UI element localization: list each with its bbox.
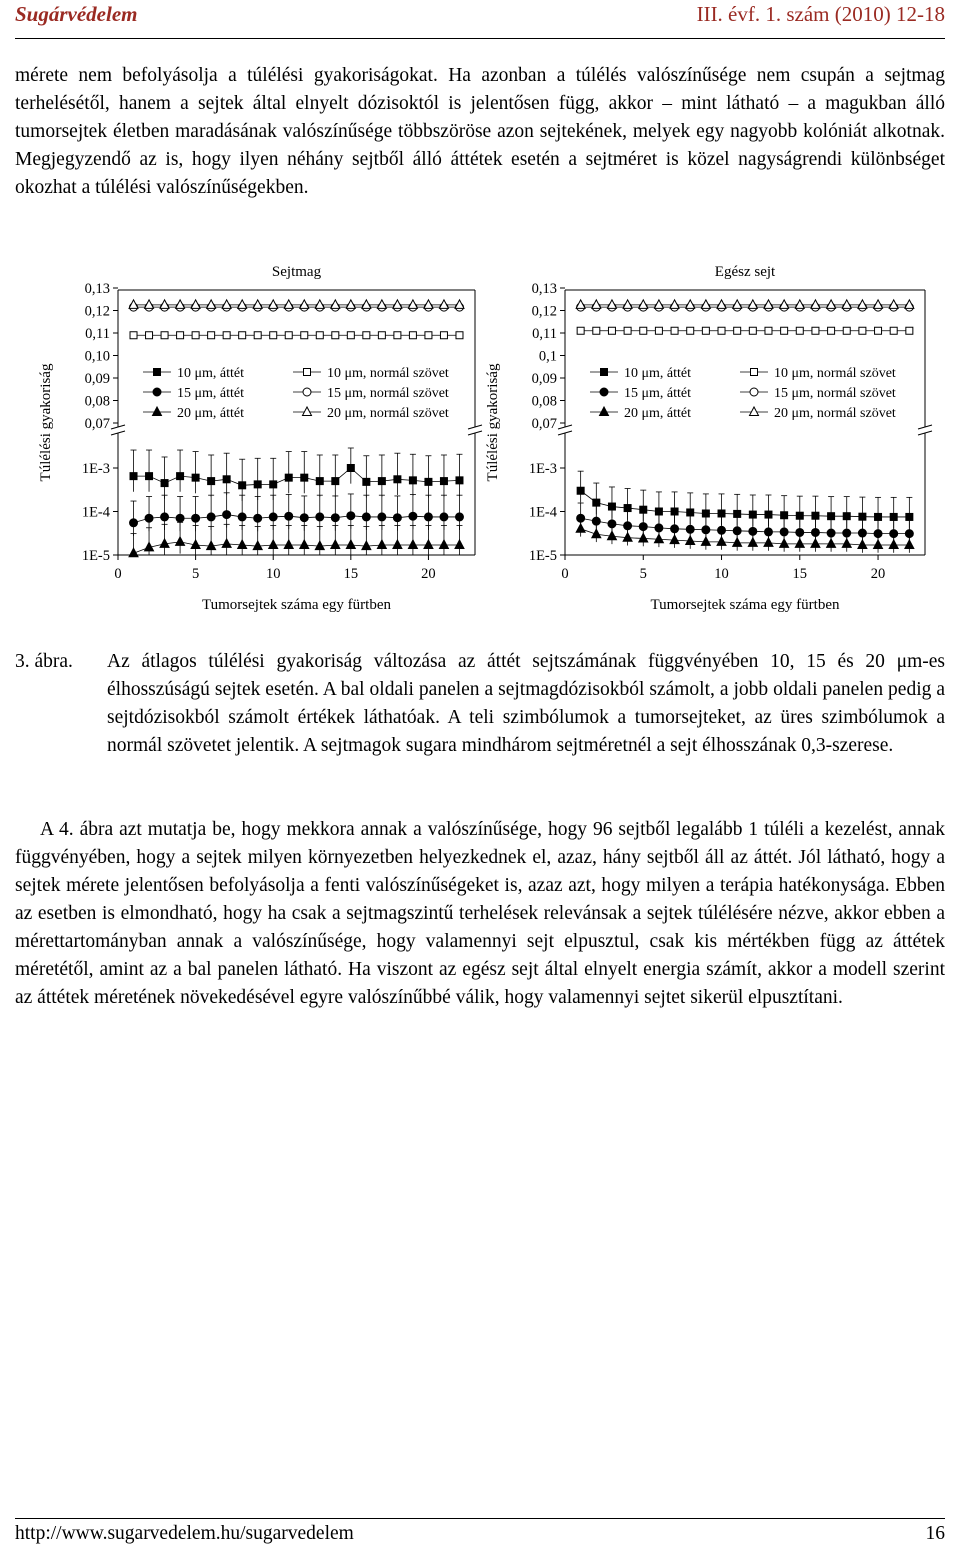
panel-1-series-4-point bbox=[270, 332, 277, 339]
panel-2-legend-label: 10 μm, áttét bbox=[624, 366, 691, 381]
panel-2-series-3-point bbox=[654, 534, 663, 543]
panel-1-series-1-point bbox=[130, 473, 137, 480]
panel-2-series-3-point bbox=[623, 533, 632, 542]
panel-1-legend-label: 20 μm, áttét bbox=[177, 406, 244, 421]
panel-1-series-2-point bbox=[254, 514, 262, 522]
panel-2-series-4-point bbox=[577, 327, 584, 334]
figure-3-plots bbox=[0, 250, 960, 630]
panel-1-series-3-point bbox=[238, 540, 247, 549]
panel-1-series-4-point bbox=[394, 332, 401, 339]
panel-2-series-4-point bbox=[734, 327, 741, 334]
panel-1-series-1-point bbox=[347, 465, 354, 472]
panel-1-series-4-point bbox=[130, 332, 137, 339]
panel-1-series-1-point bbox=[270, 481, 277, 488]
panel-2-series-4-point bbox=[859, 327, 866, 334]
panel-1-series-1-point bbox=[254, 481, 261, 488]
panel-1-series-4-point bbox=[409, 332, 416, 339]
panel-1-series-2-point bbox=[347, 512, 355, 520]
panel-1-legend-symbol bbox=[153, 388, 161, 396]
panel-1-x-axis-label: Tumorsejtek száma egy fürtben bbox=[202, 597, 391, 613]
panel-2-legend-symbol bbox=[750, 407, 759, 416]
panel-1-series-4-point bbox=[316, 332, 323, 339]
panel-2-series-3-point bbox=[748, 538, 757, 547]
panel-1-series-3-point bbox=[129, 548, 138, 557]
panel-1-legend-label: 15 μm, áttét bbox=[177, 386, 244, 401]
panel-1-legend-symbol bbox=[154, 369, 161, 376]
panel-1-series-2-point bbox=[440, 513, 448, 521]
panel-2-y-tick-label: 0,08 bbox=[531, 393, 557, 410]
panel-1-series-3-point bbox=[315, 541, 324, 550]
panel-1-legend-label: 20 μm, normál szövet bbox=[327, 406, 449, 421]
panel-1-x-tick-label: 0 bbox=[114, 566, 122, 582]
panel-2-series-4-point bbox=[765, 327, 772, 334]
panel-1-legend-symbol bbox=[303, 388, 311, 396]
panel-2-series-3-point bbox=[842, 539, 851, 548]
panel-1-series-2-point bbox=[192, 514, 200, 522]
panel-2-x-tick-label: 0 bbox=[561, 566, 569, 582]
panel-2-title: Egész sejt bbox=[714, 264, 776, 280]
panel-1-series-4-point bbox=[301, 332, 308, 339]
panel-1-y-axis-label: Túlélési gyakoriság bbox=[38, 363, 54, 482]
panel-2-series-4-point bbox=[702, 327, 709, 334]
panel-1-series-3-point bbox=[408, 540, 417, 549]
panel-2-series-4-point bbox=[624, 327, 631, 334]
panel-1-series-4-point bbox=[285, 332, 292, 339]
panel-2-y-axis-label: Túlélési gyakoriság bbox=[485, 363, 501, 482]
panel-1-y-tick-label: 1E-4 bbox=[81, 504, 110, 521]
panel-1-series-4-point bbox=[456, 332, 463, 339]
panel-1-y-tick-label: 1E-3 bbox=[81, 461, 110, 477]
panel-2-series-3-point bbox=[576, 524, 585, 533]
panel-1-series-2-point bbox=[269, 513, 277, 521]
panel-2-series-3-point bbox=[874, 540, 883, 549]
panel-1-series-1-point bbox=[378, 478, 385, 485]
panel-1-series-4-point bbox=[223, 332, 230, 339]
paragraph-1: mérete nem befolyásolja a túlélési gyakoriságokat. Ha azonban a túlélés valószínűsége nem csupán a sejtmag terhelésétől, hanem a sejtek által elnyelt dózisoktól is jelentősen függ, akkor – mint látható – a magukban álló tumorsejtek életben maradásának valószínűsége többszöröse azon sejtekének, melyek egy nagyobb kolóniát alkotnak. Megjegyzendő az is, hogy ilyen néhány sejtből álló áttétek esetén a sejtméret is közel nagyságrendi különbséget okozhat a túlélési valószínűségekben. bbox=[15, 65, 945, 198]
panel-1-series-4-point bbox=[177, 332, 184, 339]
panel-1-series-2-point bbox=[316, 513, 324, 521]
panel-1-x-tick-label: 15 bbox=[343, 566, 359, 582]
panel-1-y-tick-label: 0,08 bbox=[84, 393, 110, 410]
panel-1-series-2-point bbox=[300, 514, 308, 522]
panel-2-y-tick-label: 0,1 bbox=[538, 348, 557, 365]
panel-1-legend-label: 10 μm, normál szövet bbox=[327, 366, 449, 381]
panel-1-series-2-point bbox=[409, 512, 417, 520]
panel-2-series-3-point bbox=[670, 535, 679, 544]
panel-1-series-1-point bbox=[146, 473, 153, 480]
panel-1-series-1-point bbox=[177, 473, 184, 480]
panel-2-series-4-point bbox=[718, 327, 725, 334]
panel-2-x-tick-label: 5 bbox=[639, 566, 647, 582]
panel-2-legend-symbol bbox=[600, 388, 608, 396]
panel-1-series-1-point bbox=[301, 474, 308, 481]
panel-1-series-2-point bbox=[176, 514, 184, 522]
panel-2-legend-label: 15 μm, normál szövet bbox=[774, 386, 896, 401]
panel-1-series-3-point bbox=[269, 540, 278, 549]
panel-1-series-1-point bbox=[440, 478, 447, 485]
panel-2-x-axis-label: Tumorsejtek száma egy fürtben bbox=[650, 597, 840, 613]
panel-2-series-3-point bbox=[701, 537, 710, 546]
panel-1-x-tick-label: 20 bbox=[421, 566, 436, 582]
panel-1-series-2-point bbox=[223, 511, 231, 519]
panel-1-series-4-point bbox=[192, 332, 199, 339]
panel-1-series-3-point bbox=[424, 540, 433, 549]
panel-1-series-4-point bbox=[208, 332, 215, 339]
panel-1-series-1-point bbox=[316, 478, 323, 485]
panel-1-series-3-point bbox=[176, 537, 185, 546]
panel-2-series-3-point bbox=[733, 538, 742, 547]
panel-1-series-4-point bbox=[254, 332, 261, 339]
panel-2-series-3-point bbox=[889, 540, 898, 549]
panel-2-x-tick-label: 15 bbox=[792, 566, 808, 582]
panel-2-series-4-point bbox=[812, 327, 819, 334]
panel-1-x-tick-label: 10 bbox=[265, 566, 281, 582]
panel-2-y-tick-label: 0,11 bbox=[532, 326, 557, 342]
panel-1-series-4-point bbox=[161, 332, 168, 339]
panel-1-series-2-point bbox=[145, 514, 153, 522]
panel-1-y-tick-label: 1E-5 bbox=[81, 548, 110, 564]
panel-1-series-1-point bbox=[239, 482, 246, 489]
panel-1-series-4-point bbox=[347, 332, 354, 339]
issue-info: III. évf. 1. szám (2010) 12-18 bbox=[696, 2, 945, 26]
panel-1-series-1-point bbox=[394, 476, 401, 483]
panel-2-series-4-point bbox=[906, 327, 913, 334]
panel-1-legend-label: 15 μm, normál szövet bbox=[327, 386, 449, 401]
page-header bbox=[15, 0, 945, 39]
panel-1-series-2-point bbox=[378, 513, 386, 521]
panel-1-series-4-point bbox=[378, 332, 385, 339]
panel-2-series-3-point bbox=[780, 539, 789, 548]
panel-2-series-3-point bbox=[827, 539, 836, 548]
panel-2-series-1-point bbox=[593, 499, 600, 506]
panel-1-series-4-point bbox=[440, 332, 447, 339]
panel-2-series-4-point bbox=[890, 327, 897, 334]
panel-1-series-1-point bbox=[363, 478, 370, 485]
panel-1-series-4-point bbox=[363, 332, 370, 339]
panel-2-legend-symbol bbox=[600, 407, 609, 416]
panel-2-series-4-point bbox=[655, 327, 662, 334]
panel-1-legend-symbol bbox=[153, 407, 162, 416]
panel-1-y-tick-label: 0,11 bbox=[85, 326, 110, 342]
panel-1-series-1-point bbox=[456, 477, 463, 484]
panel-1-series-2-point bbox=[161, 513, 169, 521]
panel-1-y-tick-label: 0,10 bbox=[84, 348, 110, 365]
panel-1-series-4-point bbox=[332, 332, 339, 339]
panel-1-series-3-point bbox=[300, 540, 309, 549]
journal-title: Sugárvédelem bbox=[15, 2, 138, 26]
panel-2-series-4-point bbox=[593, 327, 600, 334]
panel-2-series-4-point bbox=[843, 327, 850, 334]
panel-2-y-tick-label: 0,12 bbox=[531, 303, 557, 320]
panel-2-y-tick-label: 0,07 bbox=[531, 416, 557, 432]
panel-1-series-1-point bbox=[192, 474, 199, 481]
panel-1-series-2-point bbox=[362, 513, 370, 521]
panel-2-series-4-point bbox=[608, 327, 615, 334]
panel-1-series-4-point bbox=[239, 332, 246, 339]
panel-1-series-2-point bbox=[331, 514, 339, 522]
panel-1-series-3-point bbox=[284, 540, 293, 549]
footer-url: http://www.sugarvedelem.hu/sugarvedelem bbox=[15, 1523, 354, 1544]
panel-1-series-2-point bbox=[424, 513, 432, 521]
panel-2-series-4-point bbox=[781, 327, 788, 334]
panel-1-y-tick-label: 0,09 bbox=[84, 371, 110, 387]
panel-2-series-3-point bbox=[811, 539, 820, 548]
panel-2-legend-symbol bbox=[750, 388, 758, 396]
panel-2-series-3-point bbox=[795, 539, 804, 548]
panel-1-series-2-point bbox=[285, 512, 293, 520]
panel-1-series-3-point bbox=[331, 540, 340, 549]
panel-2-legend-label: 10 μm, normál szövet bbox=[774, 366, 896, 381]
panel-2-series-4-point bbox=[749, 327, 756, 334]
panel-2-series-3-point bbox=[764, 538, 773, 547]
figure-3 bbox=[0, 250, 960, 630]
panel-2-legend-label: 15 μm, áttét bbox=[624, 386, 691, 401]
panel-2-series-4-point bbox=[796, 327, 803, 334]
panel-2-series-4-point bbox=[687, 327, 694, 334]
panel-2-series-4-point bbox=[828, 327, 835, 334]
panel-1-legend-symbol bbox=[304, 369, 311, 376]
panel-2-series-4-point bbox=[875, 327, 882, 334]
panel-1-legend-label: 10 μm, áttét bbox=[177, 366, 244, 381]
panel-1-series-1-point bbox=[425, 478, 432, 485]
panel-1-series-2-point bbox=[130, 519, 138, 527]
panel-2-series-1-point bbox=[577, 487, 584, 494]
panel-2-y-tick-label: 1E-5 bbox=[528, 548, 557, 564]
panel-1-series-1-point bbox=[161, 480, 168, 487]
panel-1-series-1-point bbox=[223, 476, 230, 483]
panel-1-series-3-point bbox=[393, 540, 402, 549]
panel-2-x-tick-label: 10 bbox=[714, 566, 729, 582]
panel-1-title: Sejtmag bbox=[271, 264, 322, 280]
panel-1-series-2-point bbox=[455, 513, 463, 521]
panel-2-legend-label: 20 μm, áttét bbox=[624, 406, 691, 421]
panel-2-y-tick-label: 0,09 bbox=[531, 371, 557, 387]
panel-1-series-2-point bbox=[393, 514, 401, 522]
panel-2-legend-label: 20 μm, normál szövet bbox=[774, 406, 896, 421]
panel-2-legend-symbol bbox=[751, 369, 758, 376]
caption-label: 3. ábra. bbox=[15, 651, 73, 672]
panel-1-series-3-point bbox=[346, 540, 355, 549]
panel-1-x-tick-label: 5 bbox=[191, 566, 200, 582]
panel-1-series-3-point bbox=[455, 540, 464, 549]
panel-1-series-3-point bbox=[253, 541, 262, 550]
panel-1-series-3-point bbox=[362, 541, 371, 550]
caption-text: Az átlagos túlélési gyakoriság változása az áttét sejtszámának függvényében 10, 15 és 20 μm-es élhosszúságú sejtek esetén. A bal oldali panelen a sejtmagdózisokból számolt, a jobb oldali panelen pedig a sejtdózisokból számolt értékek láthatóak. A teli szimbólumok a tumorsejteket, az üres szimbólumok a normál szövetet jelentik. A sejtmagok sugara mindhárom sejtméretnél a sejt élhosszának 0,3-szerese. bbox=[107, 651, 945, 756]
panel-1-series-1-point bbox=[409, 477, 416, 484]
panel-2-series-3-point bbox=[639, 533, 648, 542]
panel-1-y-tick-label: 0,07 bbox=[84, 416, 110, 432]
panel-1-series-4-point bbox=[146, 332, 153, 339]
panel-2-series-3-point bbox=[686, 536, 695, 545]
panel-1-series-3-point bbox=[439, 540, 448, 549]
panel-2-y-tick-label: 0,13 bbox=[531, 281, 557, 297]
panel-2-series-4-point bbox=[671, 327, 678, 334]
panel-2-legend-symbol bbox=[601, 369, 608, 376]
panel-2-series-3-point bbox=[858, 540, 867, 549]
panel-2-series-3-point bbox=[905, 540, 914, 549]
page-number: 16 bbox=[925, 1523, 945, 1544]
panel-1-series-2-point bbox=[238, 513, 246, 521]
panel-1-series-3-point bbox=[222, 539, 231, 548]
panel-1-legend-symbol bbox=[303, 407, 312, 416]
panel-2-y-tick-label: 1E-3 bbox=[528, 461, 557, 477]
paragraph-2: A 4. ábra azt mutatja be, hogy mekkora annak a valószínűsége, hogy 96 sejtből legalább 1 túléli a kezelést, annak függvényében, hogy a sejtek milyen környezetben helyezkednek el, azaz, hány sejtből áll az áttét. Jól látható, hogy a sejtek mérete jelentősen befolyásolja a fenti valószínűségeket is, azaz azt, hogy milyen a terápia hatékonysága. Ebben az esetben is elmondható, hogy ha csak a sejtmagszintű terhelések relevánsak a sejtek túlélésére nézve, akkor ebben a mérettartományban annak a valószínűsége, hogy valamennyi sejt elpusztul, csak kis mértékben függ az áttétek méretétől, amint az a bal panelen látható. Ha viszont az egész sejt által elnyelt energia számít, akkor a modell szerint az áttétek méretének növekedésével egyre valószínűbbé válik, hogy valamennyi sejtet sikerül elpusztítani. bbox=[15, 819, 945, 1008]
panel-1-series-4-point bbox=[425, 332, 432, 339]
panel-1-series-3-point bbox=[377, 540, 386, 549]
panel-2-x-tick-label: 20 bbox=[870, 566, 886, 582]
panel-1-series-1-point bbox=[332, 478, 339, 485]
panel-1-series-1-point bbox=[285, 474, 292, 481]
panel-1-series-2-point bbox=[207, 513, 215, 521]
panel-1-series-1-point bbox=[208, 478, 215, 485]
panel-2-series-3-point bbox=[717, 537, 726, 546]
panel-1-y-tick-label: 0,12 bbox=[84, 303, 110, 320]
panel-2-series-4-point bbox=[640, 327, 647, 334]
page-footer bbox=[15, 1518, 945, 1553]
panel-2-y-tick-label: 1E-4 bbox=[528, 504, 557, 521]
panel-1-y-tick-label: 0,13 bbox=[84, 281, 110, 297]
